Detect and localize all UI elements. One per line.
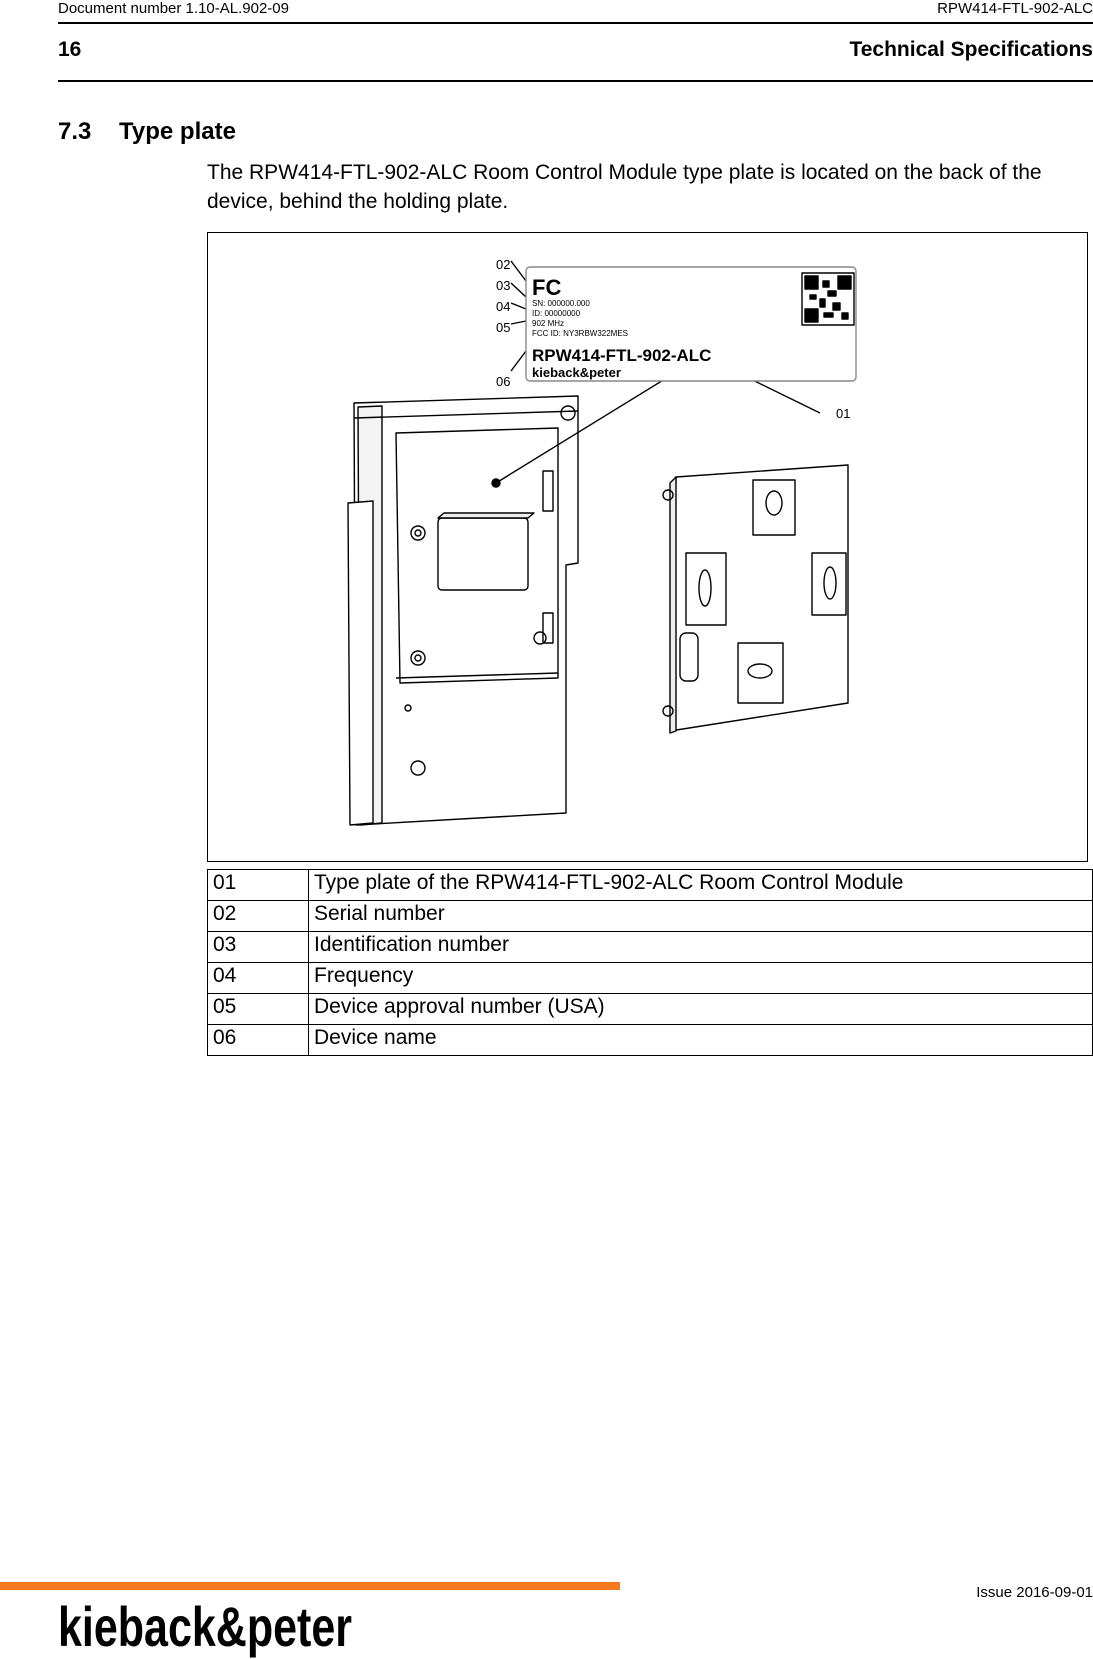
page-number: 16 [58,38,82,61]
callout-04: 04 [496,299,511,314]
logo-graphic [58,1592,358,1658]
footer-accent-bar [0,1582,620,1590]
fcc-mark-icon: FC [532,275,562,300]
legend-number: 05 [208,994,309,1025]
table-row [208,932,1093,963]
issue-date: Issue 2016-09-01 [976,1584,1093,1601]
legend-number: 01 [208,870,309,901]
table-row [208,901,1093,932]
legend-text: Device name [309,1025,1093,1056]
legend-table [207,869,1093,1056]
section-number: 7.3 [58,118,92,145]
legend-text: Serial number [309,901,1093,932]
legend-text: Identification number [309,932,1093,963]
callout-01: 01 [836,406,851,421]
plate-brand-logo: kieback&peter [532,365,621,380]
section-heading [58,118,236,146]
legend-text: Type plate of the RPW414-FTL-902-ALC Room Control Module [309,870,1093,901]
holding-plate [663,465,848,733]
legend-text: Frequency [309,963,1093,994]
legend-number: 02 [208,901,309,932]
plate-model: RPW414-FTL-902-ALC [532,346,712,365]
legend-number: 04 [208,963,309,994]
header-rule-top [58,22,1093,24]
company-logo [58,1592,358,1659]
callout-02: 02 [496,257,511,272]
device-back-view [348,396,578,825]
legend-number: 03 [208,932,309,963]
chapter-title: Technical Specifications [849,38,1093,61]
type-plate-figure [207,232,1088,862]
plate-frequency: 902 MHz [532,319,565,328]
legend-number: 06 [208,1025,309,1056]
document-number: Document number 1.10-AL.902-09 [58,0,289,17]
callout-03: 03 [496,278,511,293]
callout-05: 05 [496,320,511,335]
device-drawing [208,233,1089,863]
plate-fcc-id: FCC ID: NY3RBW322MES [532,329,629,338]
plate-id: ID: 00000000 [532,309,581,318]
header-rule-bottom [58,80,1093,82]
table-row [208,870,1093,901]
plate-serial: SN: 000000.000 [532,299,590,308]
legend-text: Device approval number (USA) [309,994,1093,1025]
intro-paragraph: The RPW414-FTL-902-ALC Room Control Module type plate is located on the back of the device, behind the holding plate. [207,161,1042,213]
section-title: Type plate [119,118,236,145]
table-row [208,994,1093,1025]
logo-text: kieback&peter [58,1595,352,1658]
callout-06: 06 [496,374,511,389]
product-code: RPW414-FTL-902-ALC [937,0,1093,17]
table-row [208,963,1093,994]
table-row [208,1025,1093,1056]
